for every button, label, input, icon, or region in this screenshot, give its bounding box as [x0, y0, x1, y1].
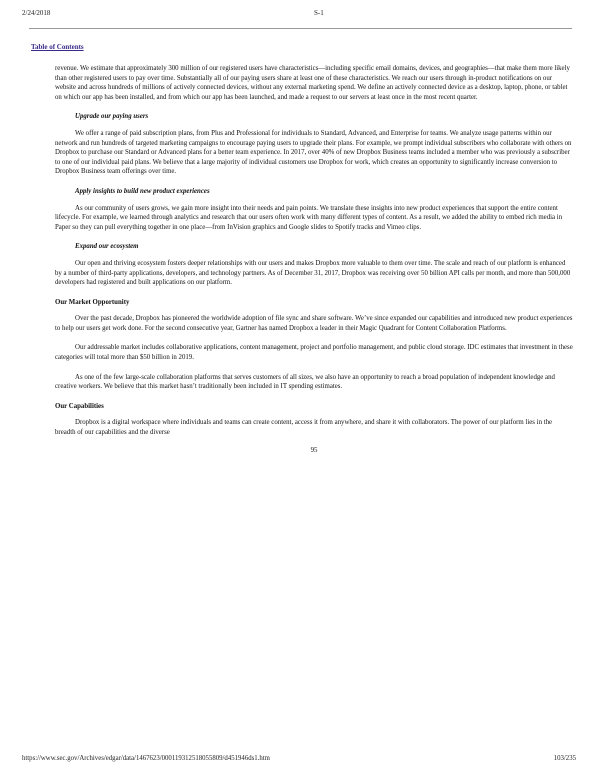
- subheading-insights: Apply insights to build new product experiences: [75, 187, 210, 195]
- paragraph: Our open and thriving ecosystem fosters deeper relationships with our users and makes Dropbox more valuable to them over time. The scale and reach of our platform is enhanced by a number of third-party applications, developers, and technology partners. As of December 31, 2017, Dropbox was receiving over 50 billion API calls per month, and more than 500,000 developers had registered and built applications on our platform.: [55, 259, 571, 287]
- paragraph: We offer a range of paid subscription plans, from Plus and Professional for individuals to Standard, Advanced, and Enterprise for teams. We analyze usage patterns within our network and run hundreds of targeted marketing campaigns to encourage paying users to upgrade their plans. For example, we prompt individual subscribers who collaborate with others on Dropbox to purchase our Standard or Advanced plans for a better team experience. In 2017, over 40% of new Dropbox Business teams included a member who was previously a subscriber to one of our individual paid plans. We believe that a large majority of individual customers use Dropbox for work, which creates an opportunity to significantly increase conversion to Dropbox Business team offerings over time.: [55, 129, 572, 176]
- source-url: https://www.sec.gov/Archives/edgar/data/1467623/000119312518055809/d451946ds1.htm: [22, 755, 270, 762]
- paragraph: Over the past decade, Dropbox has pioneered the worldwide adoption of file sync and share software. We’ve since expanded our capabilities and introduced new product experiences to help our users get work done. For the second consecutive year, Gartner has named Dropbox a leader in their Magic Quadrant for Content Collaboration Platforms.: [55, 315, 573, 332]
- document-title: S-1: [314, 9, 324, 17]
- paragraph: revenue. We estimate that approximately 300 million of our registered users have characteristics—including specific email domains, devices, and geographies—that make them more likely than other registered users to pay over time. Substantially all of our paying users share at least one of these characteristics. We reach our users through in-product notifications on our website and across hundreds of millions of actively connected devices, without any external marketing spend. We define an actively connected device as a desktop, laptop, phone, or tablet on which our app has been installed, and from which our app has been launched, and made a request to our servers at least once in the most recent quarter.: [55, 65, 570, 101]
- paragraph: Our addressable market includes collaborative applications, content management, project and portfolio management, and public cloud storage. IDC estimates that investment in these categories will total more than $50 billion in 2019.: [55, 344, 573, 362]
- section-heading-market: Our Market Opportunity: [55, 298, 130, 306]
- subheading-ecosystem: Expand our ecosystem: [75, 243, 139, 251]
- print-date: 2/24/2018: [22, 9, 51, 17]
- page-count: 103/235: [553, 755, 576, 762]
- section-heading-capabilities: Our Capabilities: [55, 402, 104, 410]
- document-body: [55, 64, 573, 455]
- page-number: 95: [310, 446, 318, 454]
- header-divider: [29, 28, 572, 29]
- paragraph: As our community of users grows, we gain more insight into their needs and pain points. We translate these insights into new product experiences that support the entire content lifecycle. For example, we learned through analytics and research that our users often work with many different types of content. As a result, we added the ability to embed rich media in Paper so they can pull everything together in one place—from InVision graphics and Google slides to Spotify tracks and Vimeo clips.: [55, 204, 563, 231]
- paragraph: As one of the few large-scale collaboration platforms that serves customers of all sizes, we also have an opportunity to reach a broad population of independent knowledge and creative workers. We believe that this market hasn’t traditionally been included in IT spending estimates.: [55, 373, 555, 391]
- paragraph: Dropbox is a digital workspace where individuals and teams can create content, access it from anywhere, and share it with collaborators. The power of our platform lies in the breadth of our capabilities and the diverse: [55, 419, 553, 437]
- table-of-contents-link[interactable]: Table of Contents: [31, 43, 84, 51]
- subheading-upgrade: Upgrade our paying users: [75, 113, 149, 121]
